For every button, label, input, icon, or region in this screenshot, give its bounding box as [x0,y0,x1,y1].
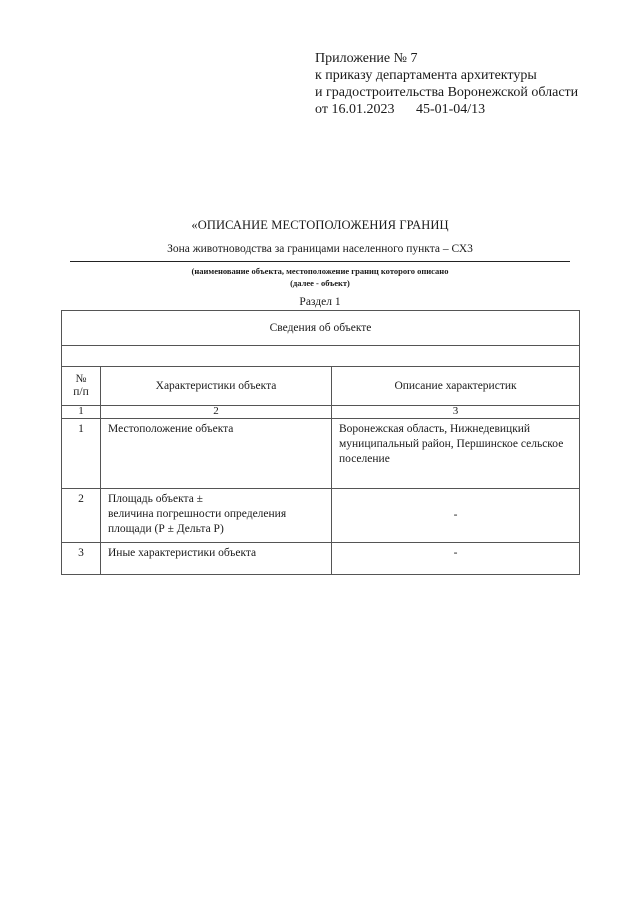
header-description: Описание характеристик [332,367,580,406]
appendix-department: и градостроительства Воронежской области [315,85,579,100]
table-header-row [62,367,580,406]
row-description: - [332,489,580,543]
object-name-note [70,265,570,289]
appendix-date-line [315,101,578,118]
table-empty-row [62,346,580,367]
table-row [62,419,580,489]
table-row [62,543,580,575]
object-info-table-wrapper [61,310,579,575]
row-num: 2 [62,489,101,543]
object-name: Зона животноводства за границами населенного пункта – СХ3 [167,243,473,255]
table-row [62,489,580,543]
column-number-1: 1 [62,406,101,419]
row-num: 3 [62,543,101,575]
header-num: № п/п [62,367,101,406]
section-title: Раздел 1 [299,296,341,308]
row-characteristic: Площадь объекта ± величина погрешности определения площади (Р ± Дельта Р) [101,489,332,543]
table-caption: Сведения об объекте [62,311,580,346]
row-characteristic: Местоположение объекта [101,419,332,489]
object-name-note-line2: (далее - объект) [290,278,350,288]
order-date: 16.01.2023 [331,102,395,117]
date-prefix: от [315,102,328,117]
header-characteristics: Характеристики объекта [101,367,332,406]
column-number-3: 3 [332,406,580,419]
order-number: 45-01-04/13 [415,102,486,117]
column-number-2: 2 [101,406,332,419]
document-title: «ОПИСАНИЕ МЕСТОПОЛОЖЕНИЯ ГРАНИЦ [191,218,449,232]
object-name-underline [70,261,570,262]
appendix-order-reference: к приказу департамента архитектуры [315,68,537,83]
row-characteristic: Иные характеристики объекта [101,543,332,575]
column-numbers-row [62,406,580,419]
table-caption-row [62,311,580,346]
row-description: Воронежская область, Нижнедевицкий муниципальный район, Першинское сельское поселение [332,419,580,489]
row-description: - [332,543,580,575]
object-info-table [61,310,580,575]
object-name-note-line1: (наименование объекта, местоположение границ которого описано [191,266,449,276]
row-num: 1 [62,419,101,489]
appendix-header [315,50,578,118]
appendix-number: Приложение № 7 [315,51,418,66]
table-empty-cell [62,346,580,367]
